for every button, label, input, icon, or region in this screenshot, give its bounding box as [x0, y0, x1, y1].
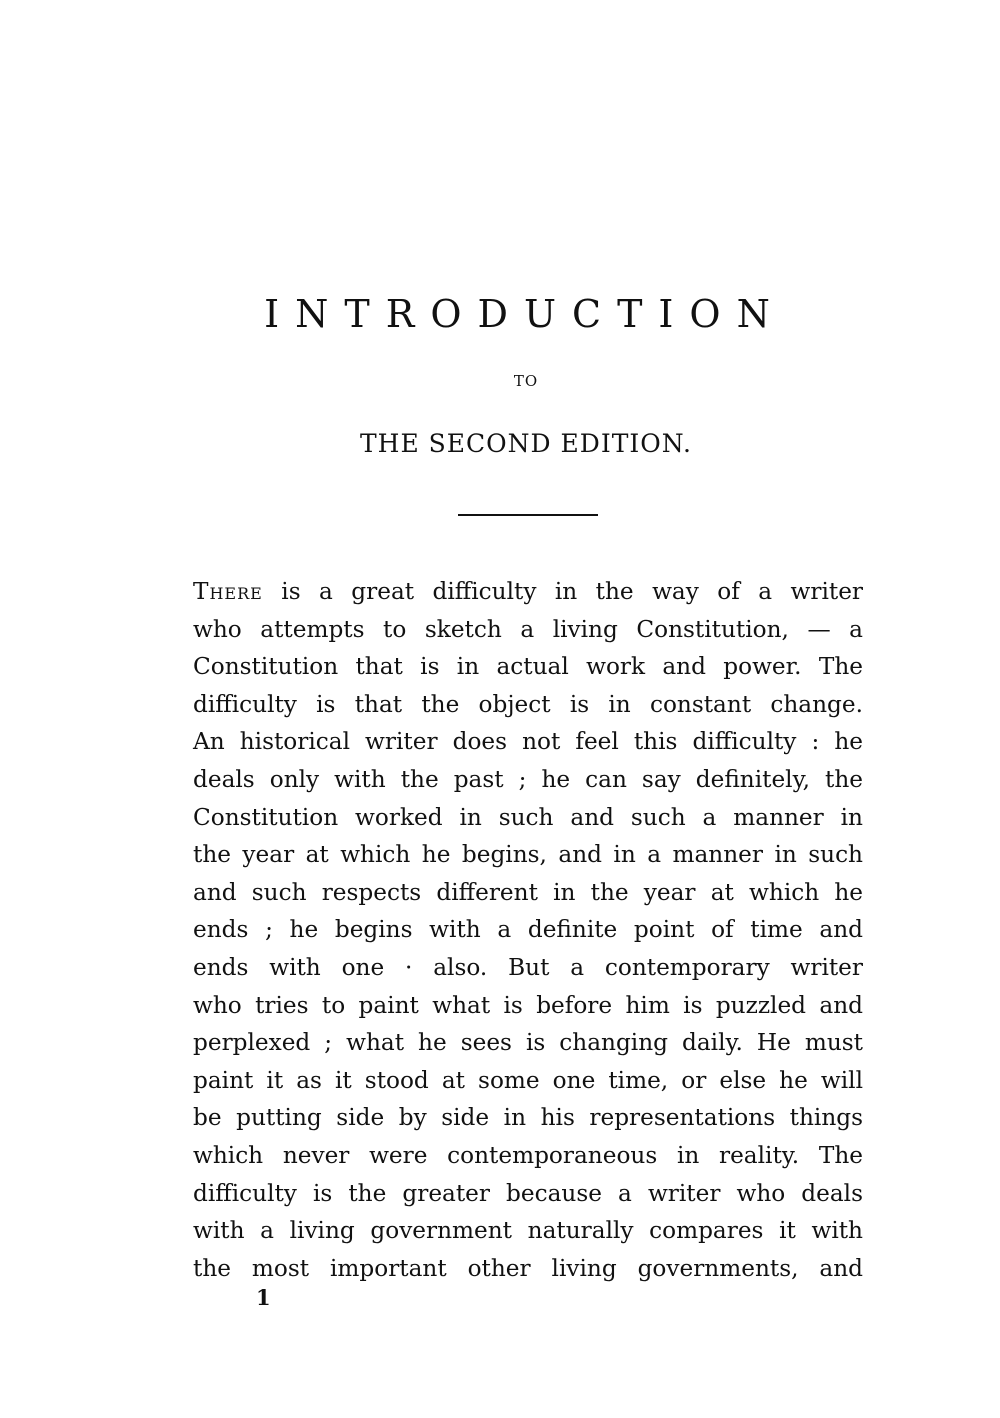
body-line: be putting side by side in his representations things	[193, 1104, 863, 1132]
title-divider-rule	[458, 514, 598, 516]
body-line: and such respects different in the year at which he	[193, 878, 863, 906]
body-line: An historical writer does not feel this difficulty : he	[193, 728, 863, 756]
body-line: which never were contemporaneous in reality. The	[193, 1141, 863, 1169]
body-line: the year at which he begins, and in a manner in such	[193, 841, 863, 869]
body-line: ends with one · also. But a contemporary writer	[193, 953, 863, 981]
drop-word: There	[193, 578, 263, 605]
signature-mark: 1	[256, 1285, 271, 1310]
body-line: perplexed ; what he sees is changing daily. He must	[193, 1029, 863, 1057]
body-line: who tries to paint what is before him is puzzled and	[193, 991, 863, 1019]
body-line: difficulty is the greater because a writer who deals	[193, 1179, 863, 1207]
body-line: difficulty is that the object is in constant change.	[193, 690, 863, 718]
body-line: the most important other living governments, and	[193, 1254, 863, 1282]
chapter-subtitle: THE SECOND EDITION.	[360, 429, 692, 458]
body-line: paint it as it stood at some one time, or else he will	[193, 1066, 863, 1094]
body-paragraph	[193, 573, 863, 1287]
body-line: who attempts to sketch a living Constitution, — a	[193, 615, 863, 643]
body-line-first-rest: is a great difficulty in the way of a writer	[281, 578, 864, 605]
body-line-first	[193, 573, 863, 611]
body-line: Constitution worked in such and such a manner in	[193, 803, 863, 831]
body-line: deals only with the past ; he can say definitely, the	[193, 765, 863, 793]
chapter-title-connector: TO	[513, 372, 539, 390]
body-line: Constitution that is in actual work and power. The	[193, 653, 863, 681]
body-line: with a living government naturally compares it with	[193, 1217, 863, 1245]
body-line: ends ; he begins with a definite point of time and	[193, 916, 863, 944]
chapter-title: INTRODUCTION	[264, 292, 786, 336]
